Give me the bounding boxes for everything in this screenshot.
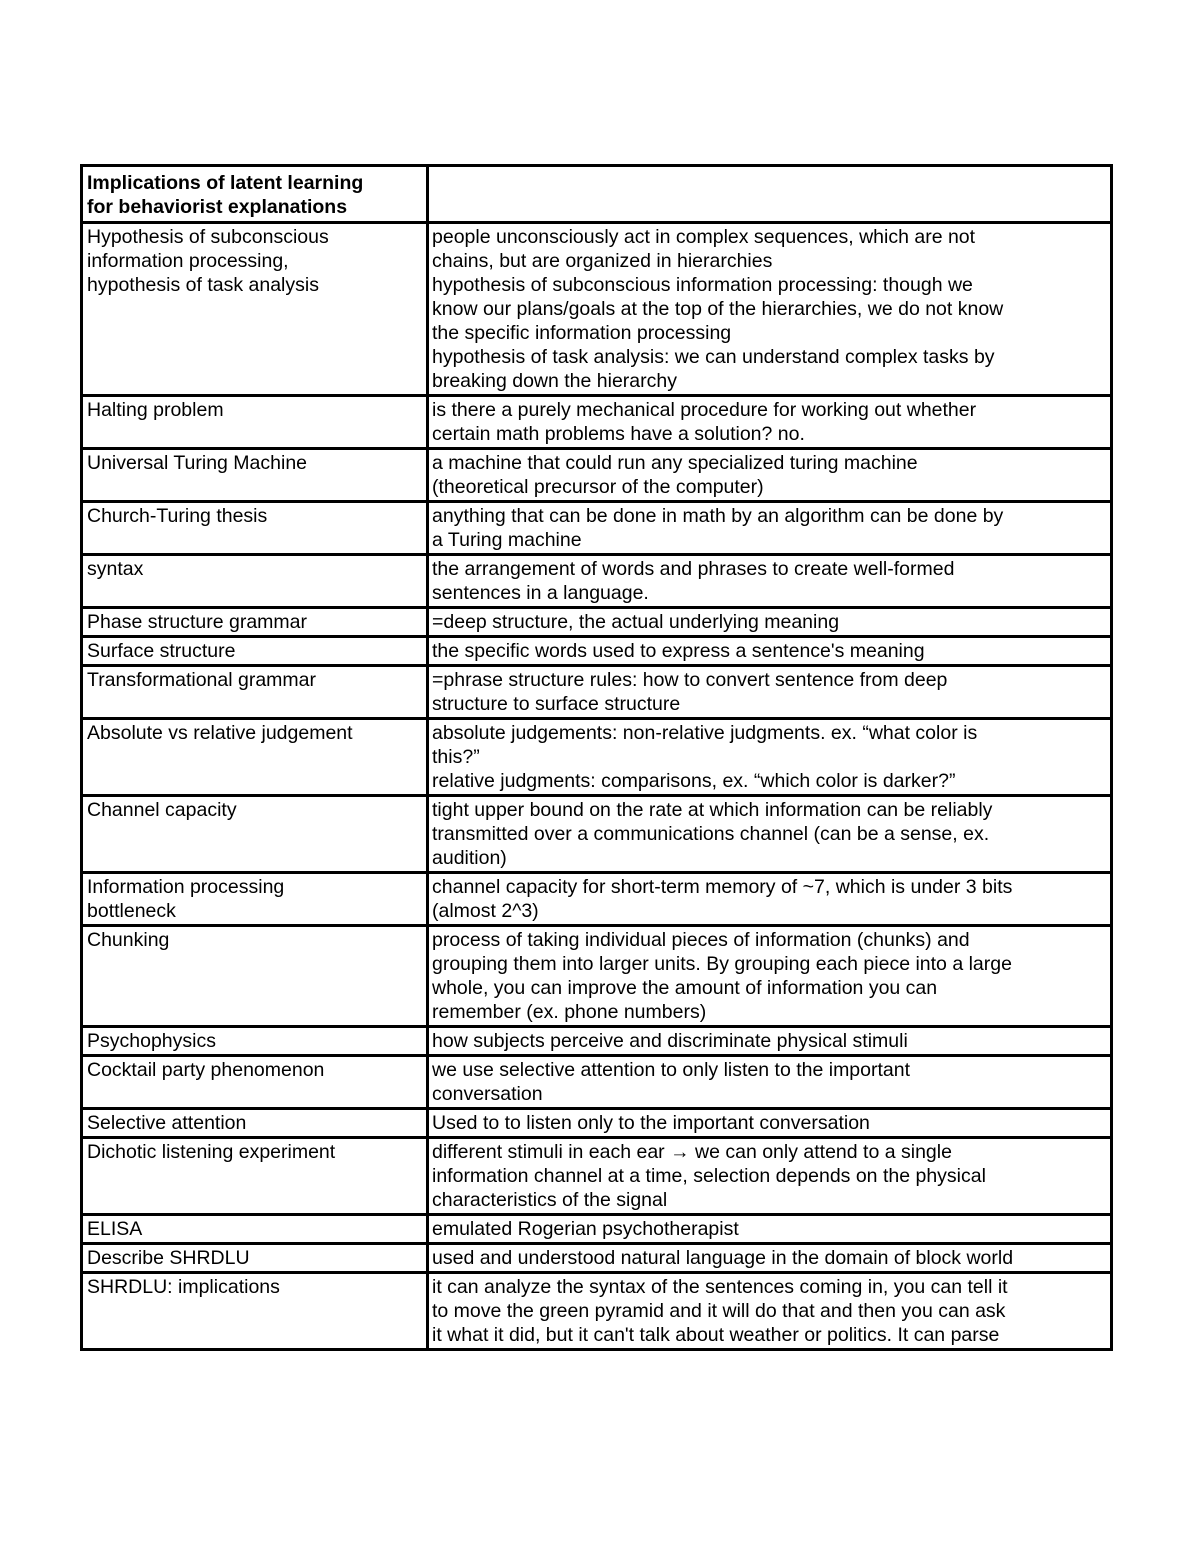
definition-cell: used and understood natural language in the domain of block world [428,1244,1112,1273]
term-cell: Dichotic listening experiment [82,1138,428,1215]
table-row [82,926,1112,1027]
definition-cell: is there a purely mechanical procedure for working out whether certain math problems have a solution? no. [428,396,1112,449]
header-definition-cell [428,166,1112,223]
table-row [82,449,1112,502]
table-row [82,796,1112,873]
definition-cell: it can analyze the syntax of the sentences coming in, you can tell it to move the green pyramid and it will do that and then you can ask it what it did, but it can't talk about weather or politics. It can parse [428,1273,1112,1350]
table-row [82,223,1112,396]
table-row [82,1215,1112,1244]
term-cell: Selective attention [82,1109,428,1138]
definition-cell: the arrangement of words and phrases to create well-formed sentences in a language. [428,555,1112,608]
definition-cell: Used to to listen only to the important conversation [428,1109,1112,1138]
definition-cell: a machine that could run any specialized turing machine (theoretical precursor of the computer) [428,449,1112,502]
definition-cell: =phrase structure rules: how to convert sentence from deep structure to surface structure [428,666,1112,719]
term-cell: Universal Turing Machine [82,449,428,502]
term-cell: syntax [82,555,428,608]
term-cell: Phase structure grammar [82,608,428,637]
term-cell: Surface structure [82,637,428,666]
definition-cell: the specific words used to express a sentence's meaning [428,637,1112,666]
definition-cell: anything that can be done in math by an algorithm can be done by a Turing machine [428,502,1112,555]
table-header-row [82,166,1112,223]
table-row [82,666,1112,719]
table-row [82,396,1112,449]
definition-cell: how subjects perceive and discriminate physical stimuli [428,1027,1112,1056]
term-cell: Channel capacity [82,796,428,873]
table-row [82,555,1112,608]
table-row [82,1273,1112,1350]
table-row [82,608,1112,637]
table-row [82,719,1112,796]
table-row [82,1109,1112,1138]
table-row [82,873,1112,926]
definition-cell: people unconsciously act in complex sequences, which are not chains, but are organized in hierarchies hypothesis of subconscious information processing: though we know our plans/goals at the top of the hierarchies, we do not know the specific information processing hypothesis of task analysis: we can understand complex tasks by breaking down the hierarchy [428,223,1112,396]
table-row [82,1138,1112,1215]
term-cell: SHRDLU: implications [82,1273,428,1350]
term-cell: Information processing bottleneck [82,873,428,926]
term-cell: Halting problem [82,396,428,449]
definition-cell: different stimuli in each ear → we can only attend to a single information channel at a time, selection depends on the physical characteristics of the signal [428,1138,1112,1215]
term-cell: Chunking [82,926,428,1027]
definition-cell: =deep structure, the actual underlying meaning [428,608,1112,637]
term-cell: Hypothesis of subconscious information processing, hypothesis of task analysis [82,223,428,396]
term-cell: Absolute vs relative judgement [82,719,428,796]
term-cell: ELISA [82,1215,428,1244]
table-row [82,1027,1112,1056]
definition-cell: we use selective attention to only listen to the important conversation [428,1056,1112,1109]
notes-table [80,164,1113,1351]
table-row [82,1244,1112,1273]
header-term-cell: Implications of latent learning for behaviorist explanations [82,166,428,223]
table-row [82,1056,1112,1109]
term-cell: Church-Turing thesis [82,502,428,555]
table-row [82,502,1112,555]
definition-cell: tight upper bound on the rate at which information can be reliably transmitted over a communications channel (can be a sense, ex. audition) [428,796,1112,873]
definition-cell: process of taking individual pieces of information (chunks) and grouping them into larger units. By grouping each piece into a large whole, you can improve the amount of information you can remember (ex. phone numbers) [428,926,1112,1027]
definition-cell: emulated Rogerian psychotherapist [428,1215,1112,1244]
definition-cell: absolute judgements: non-relative judgments. ex. “what color is this?” relative judgments: comparisons, ex. “which color is darker?” [428,719,1112,796]
definition-cell: channel capacity for short-term memory of ~7, which is under 3 bits (almost 2^3) [428,873,1112,926]
term-cell: Cocktail party phenomenon [82,1056,428,1109]
table-row [82,637,1112,666]
term-cell: Transformational grammar [82,666,428,719]
term-cell: Psychophysics [82,1027,428,1056]
term-cell: Describe SHRDLU [82,1244,428,1273]
